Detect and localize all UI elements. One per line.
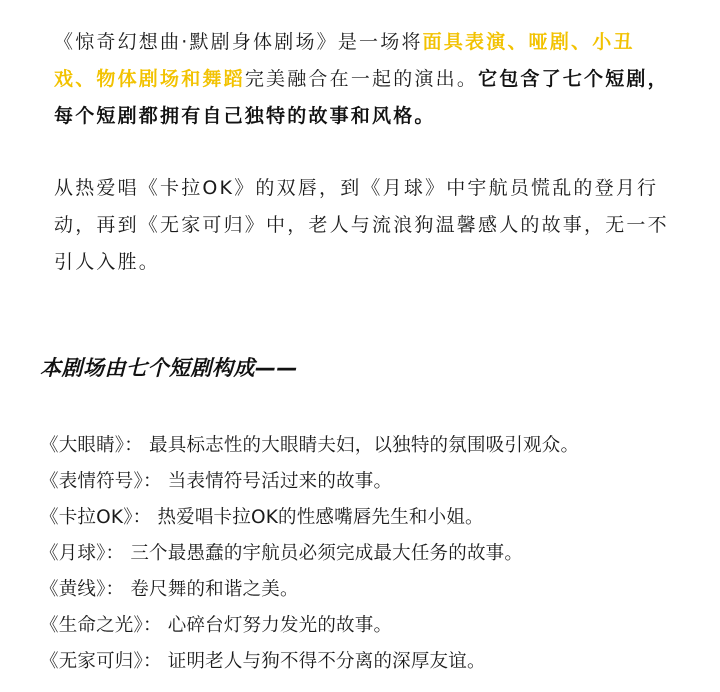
play-title: 《表情符号》：: [40, 471, 162, 492]
list-item: [40, 572, 700, 608]
play-description: 最具标志性的大眼睛夫妇，以独特的氛围吸引观众。: [149, 435, 580, 456]
list-item: [40, 500, 700, 536]
list-item: [40, 428, 700, 464]
intro-text-middle: 完美融合在一起的演出。: [244, 68, 479, 90]
play-description: 卷尺舞的和谐之美。: [130, 579, 299, 600]
play-title: 《卡拉OK》：: [40, 507, 152, 528]
play-description: 心碎台灯努力发光的故事。: [167, 615, 393, 636]
list-item: [40, 536, 700, 572]
list-item: [40, 464, 700, 500]
play-title: 《生命之光》：: [40, 615, 162, 636]
intro-highlight: 面具表演、哑剧、小丑戏、物体剧场和舞蹈: [54, 31, 635, 90]
play-list: [40, 428, 700, 680]
list-item: [40, 608, 700, 644]
intro-text-start: 《惊奇幻想曲·默剧身体剧场》是一场将: [54, 31, 423, 53]
story-paragraph: 从热爱唱《卡拉OK》的双唇，到《月球》中宇航员慌乱的登月行动，再到《无家可归》中，老人与流浪狗温馨感人的故事，无一不引人入胜。: [54, 177, 669, 273]
intro-bold-text: 它包含了七个短剧，每个短剧都拥有自己独特的故事和风格。: [54, 68, 669, 127]
section-title: 本剧场由七个短剧构成——: [40, 356, 298, 380]
intro-paragraph: [54, 24, 674, 135]
play-title: 《月球》：: [40, 543, 125, 564]
play-description: 当表情符号活过来的故事。: [167, 471, 393, 492]
play-description: 证明老人与狗不得不分离的深厚友谊。: [167, 651, 486, 672]
play-description: 热爱唱卡拉OK的性感嘴唇先生和小姐。: [157, 507, 484, 528]
list-item: [40, 644, 700, 680]
play-title: 《无家可归》：: [40, 651, 162, 672]
play-title: 《黄线》：: [40, 579, 125, 600]
play-description: 三个最愚蠢的宇航员必须完成最大任务的故事。: [130, 543, 524, 564]
play-title: 《大眼睛》：: [40, 435, 143, 456]
